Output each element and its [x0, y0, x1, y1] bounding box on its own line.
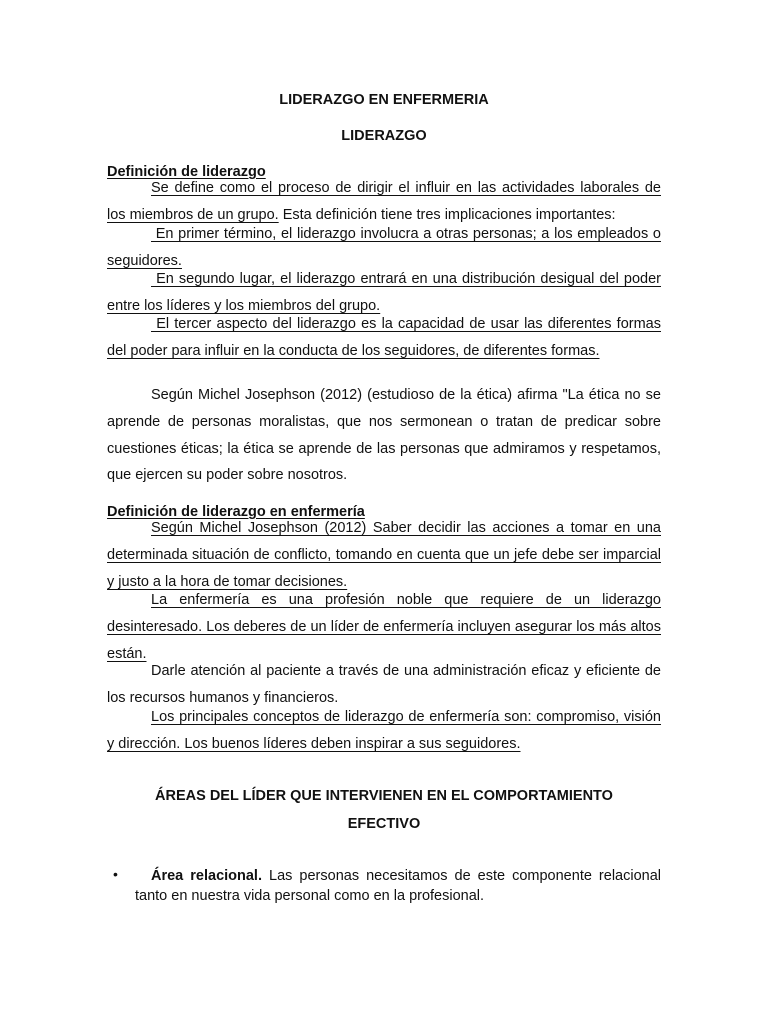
paragraph-leadership-concepts-underlined	[107, 709, 661, 752]
paragraph-definition-tail: Esta definición tiene tres implicaciones importantes:	[278, 206, 616, 223]
list-item-relational-area	[135, 866, 661, 906]
paragraph-second-implication-underlined	[107, 271, 661, 314]
paragraph-third-implication-underlined	[107, 316, 661, 359]
document-title: LIDERAZGO EN ENFERMERIA	[279, 92, 489, 108]
section-heading-definition: Definición de liderazgo	[107, 164, 266, 180]
paragraph-first-implication-underlined	[107, 226, 661, 269]
paragraph-nursing-decisions	[107, 515, 661, 595]
paragraph-nursing-profession	[107, 587, 661, 667]
paragraph-definition-text: Se define como el proceso de dirigir el influir en las actividades laborales de los miembros de un grupo.	[107, 180, 661, 223]
bullet-icon: •	[113, 866, 118, 882]
areas-heading-line2: EFECTIVO	[347, 816, 421, 832]
paragraph-josephson-quote	[107, 382, 661, 489]
paragraph-second-implication-text: En segundo lugar, el liderazgo entrará en una distribución desigual del poder entre los líderes y los miembros del grupo.	[107, 271, 661, 314]
paragraph-leadership-concepts	[107, 704, 661, 758]
paragraph-nursing-profession-underlined	[107, 592, 661, 662]
paragraph-nursing-decisions-underlined	[107, 520, 661, 590]
paragraph-josephson-quote-text: Según Michel Josephson (2012) (estudioso de la ética) afirma "La ética no se aprende de personas moralistas, que nos sermonean o tratan de predicar sobre cuestiones éticas; la ética se aprende de las personas que admiramos y respetamos, que ejercen su poder sobre nosotros.	[107, 387, 661, 484]
areas-heading-line1: ÁREAS DEL LÍDER QUE INTERVIENEN EN EL COMPORTAMIENTO	[155, 788, 613, 804]
paragraph-nursing-profession-text: La enfermería es una profesión noble que requiere de un liderazgo desinteresado. Los deberes de un líder de enfermería incluyen asegurar los más altos están.	[107, 592, 661, 662]
paragraph-third-implication-text: El tercer aspecto del liderazgo es la capacidad de usar las diferentes formas del poder para influir en la conducta de los seguidores, de diferentes formas.	[107, 316, 661, 359]
list-item-description: Las personas necesitamos de este componente relacional tanto en nuestra vida personal como en la profesional.	[135, 868, 661, 904]
section-heading-nursing-definition: Definición de liderazgo en enfermería	[107, 504, 365, 520]
paragraph-leadership-concepts-text: Los principales conceptos de liderazgo de enfermería son: compromiso, visión y dirección. Los buenos líderes deben inspirar a sus seguidores.	[107, 709, 661, 752]
paragraph-third-implication	[107, 311, 661, 365]
document-subtitle: LIDERAZGO	[341, 128, 427, 144]
paragraph-nursing-decisions-text: Según Michel Josephson (2012) Saber decidir las acciones a tomar en una determinada situación de conflicto, tomando en cuenta que un jefe debe ser imparcial y justo a la hora de tomar decisiones.	[107, 520, 661, 590]
list-item-title: Área relacional.	[151, 868, 262, 884]
paragraph-patient-care-text: Darle atención al paciente a través de una administración eficaz y eficiente de los recursos humanos y financieros.	[107, 663, 661, 706]
paragraph-first-implication-text: En primer término, el liderazgo involucra a otras personas; a los empleados o seguidores.	[107, 226, 661, 269]
